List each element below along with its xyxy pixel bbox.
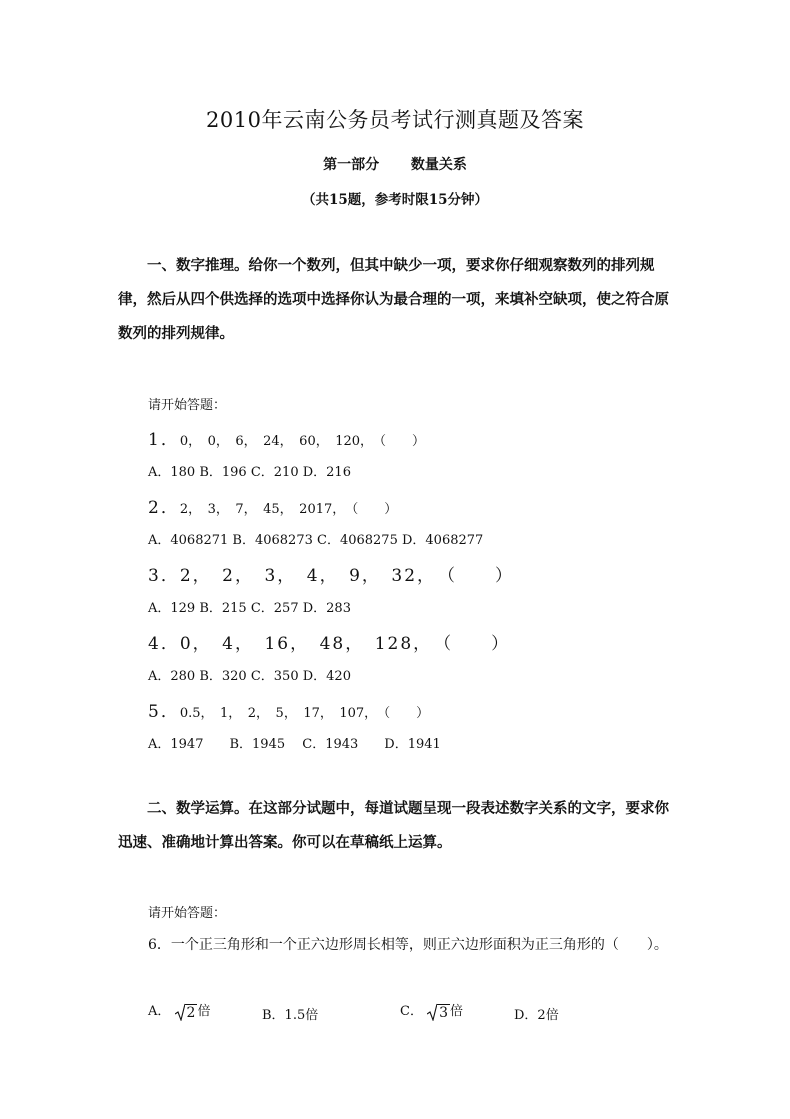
page-title: 2010年云南公务员考试行测真题及答案 xyxy=(206,108,584,132)
question-number: 5． xyxy=(148,702,180,722)
section1-instruction-text: 一、数字推理。给你一个数列，但其中缺少一项，要求你仔细观察数列的排列规律，然后从四个供选择的选项中选择你认为最合理的一项，来填补空缺项，使之符合原数列的排列规律。 xyxy=(118,257,669,342)
sqrt-radicand: 2 xyxy=(186,1004,196,1021)
question-6: 6．一个正三角形和一个正六边形周长相等，则正六边形面积为正三角形的（ ）。 xyxy=(148,937,668,953)
question-number: 2． xyxy=(148,498,180,518)
option-label: A． xyxy=(148,1004,171,1019)
radical-sign-icon xyxy=(175,1003,185,1021)
radical-sign-icon xyxy=(427,1003,437,1021)
question-sequence: 2， 3， 7， 45， 2017， （ ） xyxy=(179,502,398,517)
question-5-options: A．1947 B．1945 C．1943 D．1941 xyxy=(148,737,441,752)
part-label: 第一部分 xyxy=(323,157,380,173)
question-sequence: 0.5， 1， 2， 5， 17， 107， （ ） xyxy=(179,706,430,721)
question-2-options: A．4068271 B．4068273 C．4068275 D．4068277 xyxy=(148,533,484,548)
question-4 xyxy=(148,629,510,654)
question-sequence: 0， 0， 6， 24， 60， 120， （ ） xyxy=(179,434,426,449)
time-note: （共15题，参考时限15分钟） xyxy=(301,192,489,208)
question-4-options: A．280 B．320 C．350 D．420 xyxy=(148,669,351,684)
question-5 xyxy=(148,697,429,722)
part-heading xyxy=(0,154,790,174)
question-3 xyxy=(148,561,514,586)
sqrt-symbol xyxy=(427,1003,450,1021)
sqrt-symbol xyxy=(175,1003,198,1021)
part-name: 数量关系 xyxy=(410,157,467,173)
question-number: 1． xyxy=(148,430,180,450)
question-6-option-d: D．2倍 xyxy=(514,1008,559,1023)
option-unit: 倍 xyxy=(197,1004,211,1019)
question-1 xyxy=(148,425,425,450)
section2-instruction xyxy=(118,792,678,860)
question-sequence: 0， 4， 16， 48， 128， （ ） xyxy=(179,634,511,654)
option-unit: 倍 xyxy=(450,1004,464,1019)
sqrt-radicand: 3 xyxy=(439,1004,449,1021)
section2-instruction-text: 二、数学运算。在这部分试题中，每道试题呈现一段表述数字关系的文字，要求你迅速、准确地计算出答案。你可以在草稿纸上运算。 xyxy=(118,800,669,851)
section1-start: 请开始答题： xyxy=(148,398,227,413)
option-label: C． xyxy=(400,1004,423,1019)
question-1-options: A．180 B．196 C．210 D．216 xyxy=(148,465,351,480)
question-6-option-a xyxy=(148,1000,210,1021)
question-2 xyxy=(148,493,397,518)
question-number: 3． xyxy=(148,566,180,586)
question-3-options: A．129 B．215 C．257 D．283 xyxy=(148,601,351,616)
question-sequence: 2， 2， 3， 4， 9， 32， （ ） xyxy=(179,566,515,586)
question-6-option-b: B．1.5倍 xyxy=(262,1008,319,1023)
question-6-option-c xyxy=(400,1000,463,1021)
question-number: 4． xyxy=(148,634,180,654)
section2-start: 请开始答题： xyxy=(148,906,227,921)
section1-instruction xyxy=(118,249,678,351)
